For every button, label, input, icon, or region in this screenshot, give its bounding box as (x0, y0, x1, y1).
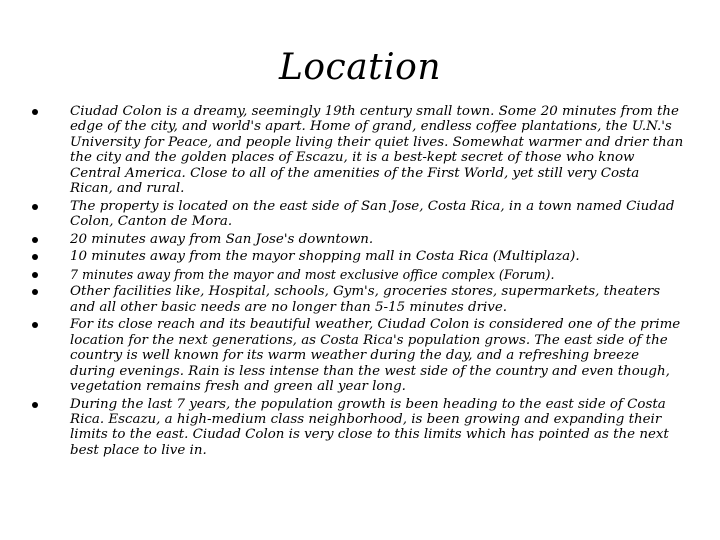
bullet-text: Ciudad Colon is a dreamy, seemingly 19th century small town. Some 20 minutes from the edge of the city, and world's apart. Home of grand, endless coffee plantations, the U.N.'s University for Peace, and people living their quiet lives. Somewhat warmer and drier than the city and the golden places of Escazu, it is a best-kept secret of those who know Central America. Close to all of the amenities of the First World, yet still very Costa Rican, and rural. (70, 104, 684, 197)
bullet-dot-icon (32, 289, 38, 295)
bullet-item (32, 397, 686, 459)
bullet-item (32, 284, 686, 315)
bullet-item (32, 104, 686, 196)
bullet-text: Other facilities like, Hospital, schools, Gym's, groceries stores, supermarkets, theaters and all other basic needs are no longer than 5-15 minutes drive. (70, 284, 661, 315)
bullet-text: During the last 7 years, the population growth is been heading to the east side of Costa Rica. Escazu, a high-medium class neighborhood, is been growing and expanding their limits to the east. Ciudad Colon is very close to this limits which has pointed as the next best place to live in. (70, 396, 669, 458)
bullet-dot-icon (32, 254, 38, 260)
bullet-item (32, 199, 686, 230)
bullet-text: The property is located on the east side of San Jose, Costa Rica, in a town named Ciudad Colon, Canton de Mora. (70, 198, 675, 230)
bullet-item (32, 317, 686, 394)
slide-title: Location (278, 47, 442, 88)
bullet-dot-icon (32, 109, 38, 115)
bullet-item (32, 232, 686, 247)
bullet-dot-icon (32, 237, 38, 243)
bullet-dot-icon (32, 272, 38, 278)
bullet-text: 10 minutes away from the mayor shopping mall in Costa Rica (Multiplaza). (70, 249, 580, 265)
bullet-dot-icon (32, 204, 38, 210)
bullet-dot-icon (32, 402, 38, 408)
bullet-item (32, 267, 686, 282)
bullet-text: 7 minutes away from the mayor and most exclusive office complex (Forum). (70, 266, 555, 282)
bullet-item (32, 249, 686, 264)
bullet-dot-icon (32, 322, 38, 328)
bullet-text: 20 minutes away from San Jose's downtown. (70, 231, 374, 247)
bullet-list (32, 104, 686, 460)
bullet-text: For its close reach and its beautiful weather, Ciudad Colon is considered one of the prime location for the next generations, as Costa Rica's population grows. The east side of the country is well known for its warm weather during the day, and a refreshing breeze during evenings. Rain is less intense than the west side of the country and even though, vegetation remains fresh and green all year long. (70, 317, 681, 395)
